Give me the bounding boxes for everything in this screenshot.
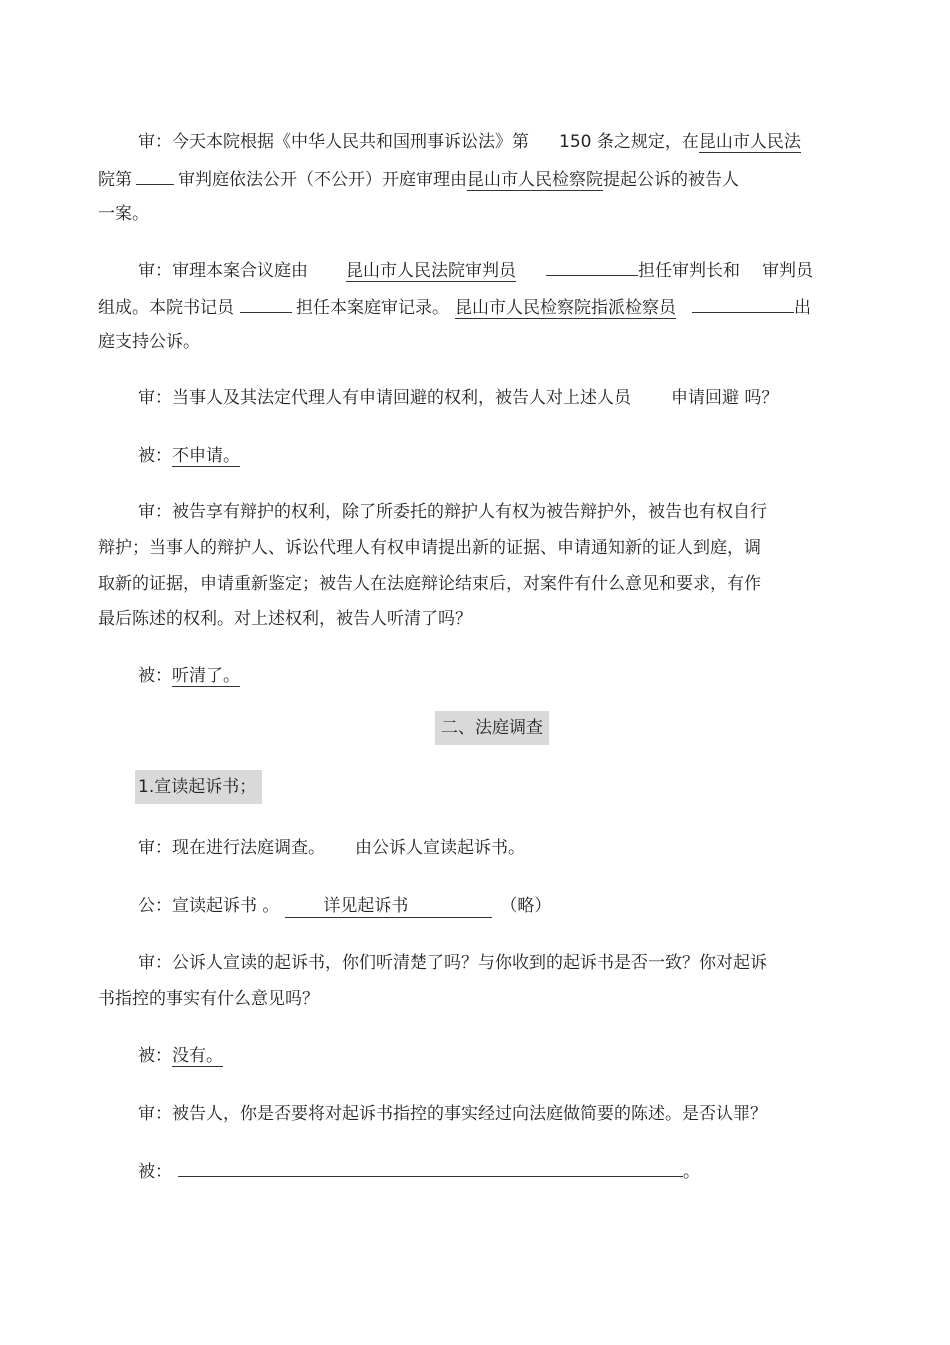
text: 担任审判长和	[638, 261, 740, 281]
p8-line	[138, 895, 551, 918]
text: 审：现在进行法庭调查。	[138, 838, 325, 858]
text: 提起公诉的被告人	[603, 170, 739, 190]
text: 审判员	[762, 261, 813, 281]
p5-line4: 最后陈述的权利。对上述权利，被告人听清了吗？	[98, 609, 472, 629]
p1-line2	[98, 168, 739, 191]
text: 由公诉人宣读起诉书。	[355, 838, 525, 858]
p7-line	[138, 837, 525, 859]
text: 担任本案庭审记录。	[296, 298, 449, 318]
text: 出	[794, 298, 811, 318]
speaker-label: 被：	[138, 1046, 172, 1066]
answer: 听清了。	[172, 666, 240, 686]
p5-line3: 取新的证据，申请重新鉴定；被告人在法庭辩论结束后，对案件有什么意见和要求，有作	[98, 574, 761, 594]
p6-line	[138, 665, 240, 687]
text: （略）	[500, 896, 552, 916]
speaker-label: 被：	[138, 446, 172, 466]
text: 审：审理本案合议庭由	[138, 261, 308, 281]
text: 150 条之规定，在	[559, 132, 699, 152]
blank-field	[546, 259, 638, 276]
answer-blank	[178, 1160, 683, 1177]
text: 公：宣读起诉书 。	[138, 896, 280, 916]
court-name: 昆山市人民法院审判员	[346, 261, 516, 281]
text: 审：今天本院根据《中华人民共和国刑事诉讼法》第	[138, 132, 529, 152]
filled-field: 详见起诉书	[285, 895, 492, 918]
subsection-title: 1.宣读起诉书；	[135, 770, 262, 804]
p2-line1	[138, 259, 813, 282]
speaker-label: 被：	[138, 1162, 172, 1182]
answer: 不申请。	[172, 446, 240, 466]
text: 院第	[98, 170, 132, 190]
text: 申请回避 吗？	[671, 388, 779, 408]
p10-line	[138, 1045, 223, 1067]
p12-line	[138, 1160, 700, 1183]
blank-field	[692, 296, 794, 313]
p9-line2: 书指控的事实有什么意见吗？	[98, 989, 319, 1009]
p2-line2	[98, 296, 811, 319]
p2-line3: 庭支持公诉。	[98, 332, 200, 352]
p4-line	[138, 445, 240, 467]
p11-line: 审：被告人，你是否要将对起诉书指控的事实经过向法庭做简要的陈述。是否认罪？	[138, 1104, 767, 1124]
text: 审判庭依法公开（不公开）开庭审理由	[178, 170, 467, 190]
section-title: 二、法庭调查	[435, 711, 549, 745]
text: 。	[683, 1162, 700, 1182]
p1-line1	[138, 131, 801, 153]
text: 审：当事人及其法定代理人有申请回避的权利，被告人对上述人员	[138, 388, 631, 408]
p1-line3: 一案。	[98, 204, 149, 224]
speaker-label: 被：	[138, 666, 172, 686]
p3-line	[138, 387, 778, 409]
blank-field	[240, 296, 292, 313]
procuratorate-name: 昆山市人民检察院指派检察员	[455, 298, 676, 318]
p9-line1: 审：公诉人宣读的起诉书，你们听清楚了吗？与你收到的起诉书是否一致？你对起诉	[138, 953, 767, 973]
answer: 没有。	[172, 1046, 223, 1066]
p5-line1: 审：被告享有辩护的权利，除了所委托的辩护人有权为被告辩护外，被告也有权自行	[138, 502, 767, 522]
procuratorate-name: 昆山市人民检察院	[467, 170, 603, 190]
p5-line2: 辩护；当事人的辩护人、诉讼代理人有权申请提出新的证据、申请通知新的证人到庭，调	[98, 538, 761, 558]
court-name: 昆山市人民法	[698, 132, 801, 152]
blank-field	[136, 168, 174, 185]
text: 组成。本院书记员	[98, 298, 234, 318]
